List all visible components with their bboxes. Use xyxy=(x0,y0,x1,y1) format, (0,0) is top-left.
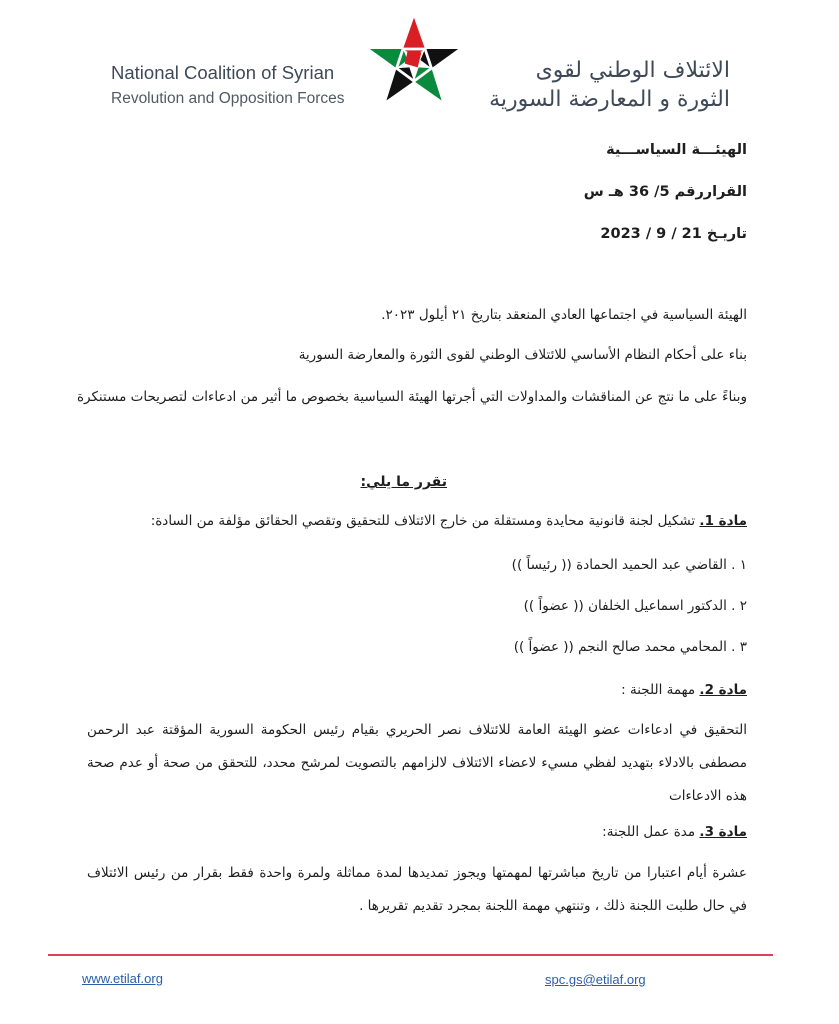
decision-number: القراررقم 5/ 36 هـ س xyxy=(583,184,747,200)
intro-line-3: وبناءً على ما نتج عن المناقشات والمداولات التي أجرتها الهيئة السياسية بخصوص ما أثير من ادعاءات لتصريحات مستنكرة xyxy=(76,389,747,405)
article-1-text: تشكيل لجنة قانونية محايدة ومستقلة من خارج الائتلاف للتحقيق وتقصي الحقائق مؤلفة من السادة: xyxy=(150,513,700,529)
committee-member-1: ١ . القاضي عبد الحميد الحمادة (( رئيساً )) xyxy=(511,557,747,573)
english-organization-name xyxy=(111,60,371,112)
footer-divider xyxy=(48,954,773,956)
article-3-title: مدة عمل اللجنة: xyxy=(602,824,700,840)
decision-date: تاريـخ 21 / 9 / 2023 xyxy=(600,226,747,242)
intro-line-1: الهيئة السياسية في اجتماعها العادي المنعقد بتاريخ ٢١ أيلول ٢٠٢٣. xyxy=(381,307,747,323)
article-3-label: مادة 3. xyxy=(699,824,747,840)
committee-member-2: ٢ . الدكتور اسماعيل الخلفان (( عضواً )) xyxy=(523,598,747,614)
coalition-star-logo-icon xyxy=(368,14,460,106)
article-2-text: التحقيق في ادعاءات عضو الهيئة العامة للائتلاف نصر الحريري بقيام رئيس الحكومة السورية المؤقتة عبد الرحمن مصطفى بالادلاء بتهديد لفظي مسيء لاعضاء الائتلاف لالزامهم بالتصويت لمرشح محدد، للتحقق من صحة أو عدم صحة هذه الادعاءات xyxy=(87,722,747,804)
article-1 xyxy=(151,513,747,529)
article-2 xyxy=(621,682,747,698)
arabic-name-line-2: الثورة و المعارضة السورية xyxy=(489,87,730,112)
english-name-line-2: Revolution and Opposition Forces xyxy=(111,90,345,107)
issuing-body: الهيئـــة السياســـية xyxy=(606,142,747,158)
article-3-text: عشرة أيام اعتبارا من تاريخ مباشرتها لمهمتها ويجوز تمديدها لمدة مماثلة ولمرة واحدة فقط بقرار من رئيس الائتلاف في حال طلبت اللجنة ذلك ، وتنتهي مهمة اللجنة بمجرد تقديم تقريرها . xyxy=(87,865,747,914)
article-3 xyxy=(602,824,747,840)
arabic-organization-name xyxy=(470,56,730,114)
decides-heading: تقرر ما يلي: xyxy=(360,474,447,490)
website-link[interactable]: www.etilaf.org xyxy=(82,971,163,986)
arabic-name-line-1: الائتلاف الوطني لقوى xyxy=(535,58,730,83)
committee-member-3: ٣ . المحامي محمد صالح النجم (( عضواً )) xyxy=(513,639,747,655)
intro-line-2: بناء على أحكام النظام الأساسي للائتلاف الوطني لقوى الثورة والمعارضة السورية xyxy=(298,347,747,363)
article-1-label: مادة 1. xyxy=(699,513,747,529)
article-2-label: مادة 2. xyxy=(699,682,747,698)
english-name-line-1: National Coalition of Syrian xyxy=(111,62,335,83)
article-2-title: مهمة اللجنة : xyxy=(621,682,700,698)
email-link[interactable]: spc.gs@etilaf.org xyxy=(545,972,646,987)
